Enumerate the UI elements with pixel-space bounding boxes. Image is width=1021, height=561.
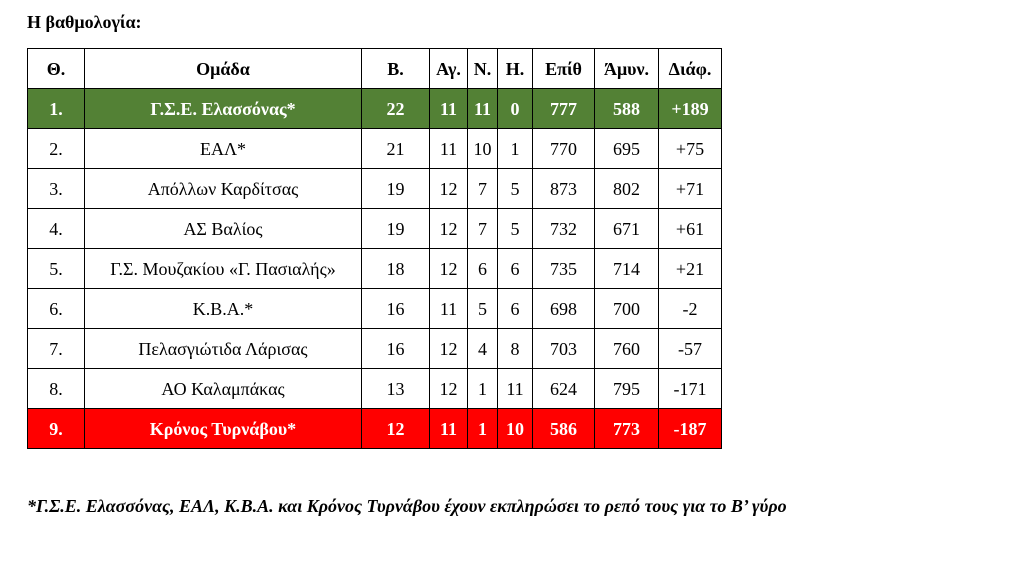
cell-losses: 11 — [498, 369, 533, 409]
header-games: Αγ. — [430, 49, 468, 89]
cell-wins: 5 — [468, 289, 498, 329]
cell-points-against: 700 — [595, 289, 659, 329]
cell-points: 13 — [362, 369, 430, 409]
table-row — [28, 169, 722, 209]
cell-points-against: 802 — [595, 169, 659, 209]
cell-difference: +71 — [659, 169, 722, 209]
table-row — [28, 129, 722, 169]
footnote: *Γ.Σ.Ε. Ελασσόνας, ΕΑΛ, Κ.Β.Α. και Κρόνος Τυρνάβου έχουν εκπληρώσει το ρεπό τους για το Β’ γύρο — [27, 496, 787, 516]
header-points-for: Επίθ — [533, 49, 595, 89]
cell-points: 12 — [362, 409, 430, 449]
cell-points-for: 873 — [533, 169, 595, 209]
cell-points: 21 — [362, 129, 430, 169]
cell-team: ΑΣ Βαλίος — [85, 209, 362, 249]
cell-team: ΕΑΛ* — [85, 129, 362, 169]
cell-points-against: 714 — [595, 249, 659, 289]
cell-points-for: 703 — [533, 329, 595, 369]
cell-points-for: 732 — [533, 209, 595, 249]
cell-difference: -187 — [659, 409, 722, 449]
cell-points-for: 586 — [533, 409, 595, 449]
table-row — [28, 289, 722, 329]
cell-games: 11 — [430, 289, 468, 329]
table-row — [28, 329, 722, 369]
cell-wins: 7 — [468, 209, 498, 249]
cell-position: 2. — [28, 129, 85, 169]
header-points-against: Άμυν. — [595, 49, 659, 89]
cell-difference: -2 — [659, 289, 722, 329]
cell-losses: 0 — [498, 89, 533, 129]
cell-position: 5. — [28, 249, 85, 289]
header-wins: Ν. — [468, 49, 498, 89]
cell-games: 12 — [430, 169, 468, 209]
cell-points-for: 698 — [533, 289, 595, 329]
cell-team: Γ.Σ.Ε. Ελασσόνας* — [85, 89, 362, 129]
table-row — [28, 409, 722, 449]
cell-team: Κ.Β.Α.* — [85, 289, 362, 329]
cell-difference: -171 — [659, 369, 722, 409]
cell-wins: 4 — [468, 329, 498, 369]
cell-games: 11 — [430, 409, 468, 449]
header-row — [28, 49, 722, 89]
cell-team: Γ.Σ. Μουζακίου «Γ. Πασιαλής» — [85, 249, 362, 289]
cell-points-for: 770 — [533, 129, 595, 169]
header-losses: Η. — [498, 49, 533, 89]
cell-points-against: 695 — [595, 129, 659, 169]
cell-losses: 5 — [498, 169, 533, 209]
header-position: Θ. — [28, 49, 85, 89]
cell-wins: 6 — [468, 249, 498, 289]
cell-points: 19 — [362, 169, 430, 209]
cell-team: Πελασγιώτιδα Λάρισας — [85, 329, 362, 369]
cell-points-against: 795 — [595, 369, 659, 409]
cell-losses: 10 — [498, 409, 533, 449]
page-title: Η βαθμολογία: — [27, 12, 142, 32]
cell-position: 1. — [28, 89, 85, 129]
cell-games: 11 — [430, 89, 468, 129]
cell-games: 12 — [430, 249, 468, 289]
cell-points-for: 735 — [533, 249, 595, 289]
cell-position: 4. — [28, 209, 85, 249]
cell-losses: 5 — [498, 209, 533, 249]
cell-points-against: 773 — [595, 409, 659, 449]
cell-points: 22 — [362, 89, 430, 129]
cell-points: 18 — [362, 249, 430, 289]
cell-games: 12 — [430, 329, 468, 369]
cell-difference: +75 — [659, 129, 722, 169]
cell-games: 11 — [430, 129, 468, 169]
table-row — [28, 89, 722, 129]
cell-team: Απόλλων Καρδίτσας — [85, 169, 362, 209]
cell-points-against: 588 — [595, 89, 659, 129]
cell-losses: 6 — [498, 249, 533, 289]
header-team: Ομάδα — [85, 49, 362, 89]
cell-games: 12 — [430, 209, 468, 249]
table-row — [28, 209, 722, 249]
cell-points-for: 624 — [533, 369, 595, 409]
cell-difference: -57 — [659, 329, 722, 369]
cell-difference: +189 — [659, 89, 722, 129]
table-row — [28, 249, 722, 289]
cell-points: 19 — [362, 209, 430, 249]
cell-team: ΑΟ Καλαμπάκας — [85, 369, 362, 409]
cell-position: 7. — [28, 329, 85, 369]
cell-wins: 7 — [468, 169, 498, 209]
cell-team: Κρόνος Τυρνάβου* — [85, 409, 362, 449]
cell-losses: 1 — [498, 129, 533, 169]
cell-position: 9. — [28, 409, 85, 449]
header-difference: Διάφ. — [659, 49, 722, 89]
cell-wins: 11 — [468, 89, 498, 129]
cell-difference: +21 — [659, 249, 722, 289]
header-points: Β. — [362, 49, 430, 89]
cell-position: 8. — [28, 369, 85, 409]
cell-games: 12 — [430, 369, 468, 409]
cell-wins: 1 — [468, 409, 498, 449]
cell-points-against: 671 — [595, 209, 659, 249]
standings-table — [27, 48, 722, 449]
cell-points: 16 — [362, 329, 430, 369]
cell-position: 3. — [28, 169, 85, 209]
cell-losses: 8 — [498, 329, 533, 369]
cell-wins: 1 — [468, 369, 498, 409]
cell-position: 6. — [28, 289, 85, 329]
cell-difference: +61 — [659, 209, 722, 249]
cell-points: 16 — [362, 289, 430, 329]
cell-points-against: 760 — [595, 329, 659, 369]
cell-losses: 6 — [498, 289, 533, 329]
cell-wins: 10 — [468, 129, 498, 169]
table-row — [28, 369, 722, 409]
cell-points-for: 777 — [533, 89, 595, 129]
